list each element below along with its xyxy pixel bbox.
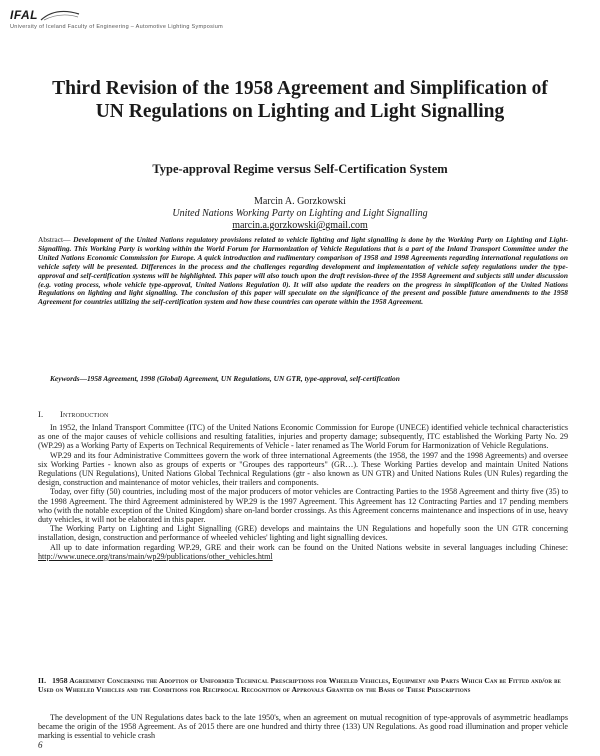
logo-swoosh-icon (40, 8, 80, 22)
author-block (40, 196, 560, 232)
ifal-logo (10, 8, 590, 22)
paragraph: The development of the UN Regulations dates back to the late 1950's, when an agreement on mutual recognition of type-approvals of asymmetric headlamps became the origin of the 1958 Agreement. As of 2015 there are one hundred and thirty three (133) UN Regulations. As good road illumination and proper vehicle marking is essential to vehicle crash (38, 713, 568, 741)
running-head: University of Iceland Faculty of Engineering – Automotive Lighting Symposium (10, 24, 223, 30)
page-header (10, 8, 590, 30)
paper-subtitle: Type-approval Regime versus Self-Certification System (152, 162, 448, 176)
section-1-body (38, 423, 568, 561)
author-name: Marcin A. Gorzkowski (254, 196, 346, 207)
keywords: Keywords—1958 Agreement, 1998 (Global) Agreement, UN Regulations, UN GTR, type-approval, self-certification (50, 374, 400, 383)
section-2-number: II. (38, 676, 47, 685)
section-2-heading (38, 676, 568, 694)
abstract-text: Development of the United Nations regulatory provisions related to vehicle lighting and light signalling is done by the Working Party on Lighting and Light-Signalling. This Working Party is working within the World Forum for Harmonization of Vehicle Regulations that is a part of the Inland Transport Committee under the United Nations Economic Commission for Europe. A quick introduction and rudimentary comparison of 1958 and 1998 Agreements regarding international regulations on vehicle safety will be presented. Differences in the process and the challenges regarding development and implementation of vehicle safety regulations under the type-approval and self-certification systems will be highlighted. This paper will also touch upon the draft revision-three of the 1958 Agreement and subjects still under discussion (e.g. voting process, whole vehicle type-approval, United Nations Regulation 0). It will also update the readers on the progress in simplification of the United Nations Regulations on lighting and light signalling. The conclusion of this paper will speculate on the significance of the present and possible future amendments to the 1958 Agreement for countries utilizing the self-certification system and how these countries can operate within the 1958 Agreement. (38, 235, 568, 307)
section-1-heading (38, 409, 568, 419)
abstract-lead: Abstract— (38, 235, 74, 244)
section-2-body (38, 713, 568, 741)
section-2-title: 1958 Agreement Concerning the Adoption of Uniformed Technical Prescriptions for Wheeled Vehicles, Equipment and Parts Which Can be Fitted and/or be Used on Wheeled Vehicles and the Conditions for Reciprocal Recognition of Approvals Granted on the Basis of These Prescriptions (38, 676, 561, 695)
section-1-title: Introduction (60, 409, 109, 419)
unece-link[interactable]: http://www.unece.org/trans/main/wp29/publications/other_vehicles.html (38, 551, 273, 561)
logo-text: IFAL (10, 8, 38, 22)
author-email[interactable]: marcin.a.gorzkowski@gmail.com (232, 220, 368, 231)
author-affiliation: United Nations Working Party on Lighting and Light Signalling (172, 208, 428, 219)
paragraph: The Working Party on Lighting and Light Signalling (GRE) develops and maintains the UN Regulations and hopefully soon the UN GTR concerning installation, design, construction and performance of wheeled vehicles' lighting and light signalling devices. (38, 524, 568, 543)
page-number: 6 (38, 740, 43, 750)
paper-title: Third Revision of the 1958 Agreement and Simplification of UN Regulations on Lighting and Light Signalling (52, 78, 548, 122)
paragraph-with-link (38, 543, 568, 561)
paragraph: Today, over fifty (50) countries, including most of the major producers of motor vehicles are Contracting Parties to the 1958 Agreement and thirty five (35) to the 1998 Agreement. The third Agreement administered by WP.29 is the 1997 Agreement. This Agreement has 12 Contracting Parties and 17 pending members who (with the notable exception of the United Kingdom) share on-land border crossings. As this Agreement concerns maintenance and inspections of in use, heavy duty vehicles, it will not be elaborated in this paper. (38, 487, 568, 525)
paragraph: WP.29 and its four Administrative Committees govern the work of three international Agreements (the 1958, the 1997 and the 1998 Agreements) and oversee six Working Parties - known also as groups of experts or "Groupes des rapporteurs" (GR…). These Working Parties develop and maintain United Nations Regulations (UN Regulations), United Nations Global Technical Regulations (gtr - also known as UN GTR) and United Nations Rules (UN Rules) regarding the design, construction and maintenance of motor vehicles, their trailers and components. (38, 450, 568, 488)
section-1-number: I. (38, 409, 44, 419)
paragraph-text: All up to date information regarding WP.29, GRE and their work can be found on the United Nations website in several languages including Chinese: (50, 542, 568, 552)
paragraph: In 1952, the Inland Transport Committee (ITC) of the United Nations Economic Commission for Europe (UNECE) identified vehicle technical characteristics as one of the major causes of vehicle collisions and resulting fatalities, injuries and property damage; subsequently, ITC established the Working Party No. 29 (WP.29) as a Working Party of Experts on Technical Requirements of Vehicle - later renamed as The World Forum for Harmonization of Vehicle Regulations. (38, 423, 568, 451)
abstract (38, 236, 568, 307)
